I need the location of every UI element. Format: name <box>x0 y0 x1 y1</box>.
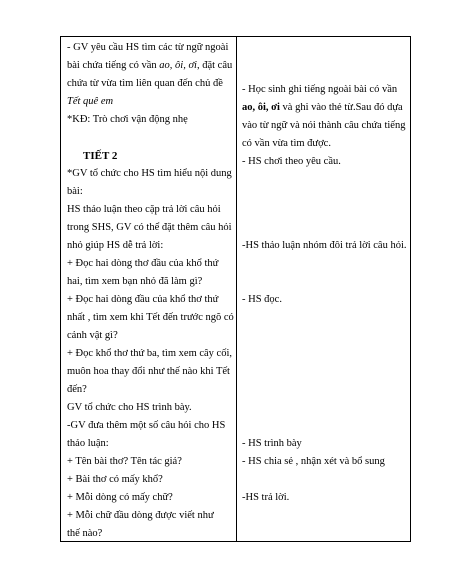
teacher-text-line: thảo luận: <box>67 438 109 449</box>
student-text-line: có vần vừa tìm được. <box>242 138 331 149</box>
teacher-text-line: bài: <box>67 186 83 197</box>
teacher-text-line: + Đọc hai dòng đầu của khổ thơ thứ <box>67 294 219 305</box>
student-text-line: - HS trình bày <box>242 438 302 449</box>
teacher-text-line: cảnh vật gì? <box>67 330 118 341</box>
lesson-table <box>60 36 411 542</box>
teacher-text-line: + Mỗi dòng có mấy chữ? <box>67 492 173 503</box>
teacher-text-line: chứa từ vừa tìm liên quan đến chủ đề <box>67 78 223 89</box>
student-text-line: -HS trả lời. <box>242 492 290 503</box>
student-text-line: - HS chơi theo yêu cầu. <box>242 156 341 167</box>
teacher-text-line <box>67 60 232 72</box>
text-run: , đặt câu <box>196 60 233 71</box>
teacher-text-line: thế nào? <box>67 528 103 539</box>
student-text-line: - Học sinh ghi tiếng ngoài bài có vần <box>242 84 398 95</box>
text-run: bài chứa tiếng có vần <box>67 60 160 71</box>
rhyme-emphasis: ao, ôi, ơi <box>159 60 197 71</box>
teacher-text-line: trong SHS, GV có thể đặt thêm câu hỏi <box>67 222 232 233</box>
column-divider <box>236 37 237 541</box>
teacher-text-line: muôn hoa thay đổi như thế nào khi Tết <box>67 366 230 377</box>
student-text-line <box>242 102 403 114</box>
teacher-text-line: -GV đưa thêm một số câu hỏi cho HS <box>67 420 226 431</box>
teacher-text-line: + Đọc hai dòng thơ đầu của khổ thứ <box>67 258 219 269</box>
text-run: và ghi vào thẻ từ.Sau đó dựa <box>279 102 403 113</box>
teacher-text-line: GV tổ chức cho HS trình bày. <box>67 402 192 413</box>
teacher-text-line: đến? <box>67 384 87 395</box>
teacher-text-line: *KĐ: Trò chơi vận động nhẹ <box>67 114 188 125</box>
student-text-line: - HS đọc. <box>242 294 282 305</box>
teacher-text-line: + Tên bài thơ? Tên tác giả? <box>67 456 182 467</box>
student-text-line: -HS thảo luận nhóm đôi trả lời câu hỏi. <box>242 240 407 251</box>
topic-title: Tết quê em <box>67 96 114 107</box>
teacher-text-line: nhất , tìm xem khi Tết đến trước ngõ có <box>67 312 234 323</box>
rhyme-emphasis: ao, ôi, ơi <box>242 102 280 113</box>
teacher-text-line: + Bài thơ có mấy khổ? <box>67 474 163 485</box>
teacher-text-line: hai, tìm xem bạn nhỏ đã làm gì? <box>67 276 203 287</box>
teacher-text-line: nhỏ giúp HS dễ trả lời: <box>67 240 164 251</box>
teacher-text-line: - GV yêu cầu HS tìm các từ ngữ ngoài <box>67 42 229 53</box>
teacher-text-line: + Mỗi chữ đầu dòng được viết như <box>67 510 214 521</box>
teacher-text-line: *GV tổ chức cho HS tìm hiểu nội dung <box>67 168 232 179</box>
teacher-text-line: + Đọc khổ thơ thứ ba, tìm xem cây cối, <box>67 348 233 359</box>
teacher-text-line: HS thảo luận theo cặp trả lời câu hỏi <box>67 204 221 215</box>
student-text-line: - HS chia sẻ , nhận xét và bổ sung <box>242 456 385 467</box>
section-heading: TIẾT 2 <box>83 150 118 162</box>
student-text-line: vào từ ngữ và nói thành câu chứa tiếng <box>242 120 406 131</box>
